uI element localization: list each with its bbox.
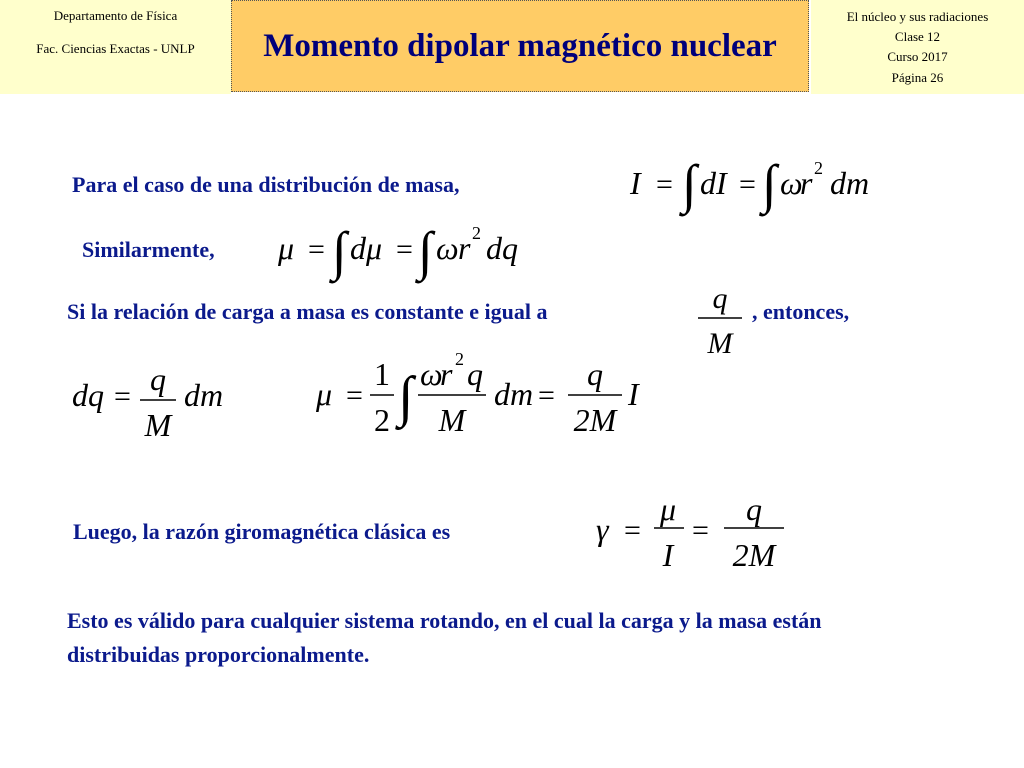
eq4-equals-2: = bbox=[538, 379, 555, 412]
eq5-I-denominator: I bbox=[662, 537, 674, 573]
eq1-integral-1: ∫ bbox=[682, 154, 697, 214]
eq5-q-numerator: q bbox=[746, 491, 762, 527]
eq4-2M-denominator: 2M bbox=[573, 402, 617, 438]
eq5-mu-numerator: μ bbox=[659, 491, 677, 527]
eq1-omega: ω bbox=[780, 165, 803, 201]
eq4-den-M: M bbox=[438, 402, 466, 438]
text-mass-distribution: Para el caso de una distribución de masa, bbox=[72, 172, 460, 197]
slide-title: Momento dipolar magnético nuclear bbox=[263, 27, 777, 64]
equation-dipole-moment-result bbox=[312, 345, 662, 445]
eq3-equals: = bbox=[114, 380, 131, 413]
eq4-num-r: r bbox=[440, 356, 453, 392]
page-number-label: Página 26 bbox=[891, 70, 944, 85]
eq2-omega: ω bbox=[436, 230, 459, 266]
eq2-dq: dq bbox=[486, 230, 518, 266]
eq2-r: r bbox=[458, 230, 471, 266]
eq5-gamma: γ bbox=[596, 511, 609, 547]
eq3-dm: dm bbox=[184, 377, 224, 413]
text-similarly: Similarmente, bbox=[82, 237, 215, 262]
eq2-equals-2: = bbox=[396, 233, 413, 266]
eq5-equals-1: = bbox=[624, 514, 641, 547]
ratio-denominator: M bbox=[707, 327, 733, 360]
equation-moment-of-inertia bbox=[620, 150, 890, 220]
eq5-equals-2: = bbox=[692, 514, 709, 547]
eq4-integral: ∫ bbox=[398, 366, 414, 428]
eq3-lhs: dq bbox=[72, 377, 104, 413]
equation-charge-element bbox=[70, 358, 240, 448]
text-charge-mass-ratio: Si la relación de carga a masa es constante e igual a bbox=[67, 299, 548, 324]
eq1-dm: dm bbox=[830, 165, 870, 201]
equation-dipole-moment bbox=[270, 215, 540, 285]
eq1-lhs: I bbox=[630, 165, 641, 201]
course-year-label: Curso 2017 bbox=[887, 49, 948, 64]
eq4-I: I bbox=[628, 376, 639, 412]
eq1-exponent: 2 bbox=[814, 158, 823, 178]
eq1-equals-2: = bbox=[739, 168, 756, 201]
department-label: Departamento de Física bbox=[53, 8, 178, 23]
course-topic-label: El núcleo y sus radiaciones bbox=[846, 9, 989, 24]
eq1-integral-2: ∫ bbox=[762, 154, 777, 214]
eq4-equals-1: = bbox=[346, 379, 363, 412]
class-number-label: Clase 12 bbox=[894, 29, 941, 44]
eq4-num-q: q bbox=[467, 356, 483, 392]
eq4-half-numerator: 1 bbox=[374, 356, 390, 392]
eq1-r: r bbox=[800, 165, 813, 201]
eq1-dI: dI bbox=[700, 165, 727, 201]
slide-title-box bbox=[231, 0, 809, 92]
eq1-equals-1: = bbox=[656, 168, 673, 201]
header-left-panel bbox=[0, 0, 231, 94]
eq3-denominator: M bbox=[144, 407, 172, 443]
eq5-2M-denominator: 2M bbox=[732, 537, 776, 573]
equation-ratio-q-over-m bbox=[690, 278, 750, 358]
eq2-exponent: 2 bbox=[472, 223, 481, 243]
eq4-lhs: μ bbox=[316, 376, 333, 412]
eq4-num-omega: ω bbox=[420, 356, 443, 392]
text-conclusion: Esto es válido para cualquier sistema rotando, en el cual la carga y la masa están distribuidas proporcionalmente. bbox=[67, 608, 822, 667]
eq4-dm: dm bbox=[494, 376, 534, 412]
text-then: , entonces, bbox=[752, 299, 850, 324]
eq3-numerator: q bbox=[150, 361, 166, 397]
header-right-panel bbox=[811, 0, 1024, 94]
text-gyromagnetic-ratio: Luego, la razón giromagnética clásica es bbox=[73, 519, 451, 544]
eq2-lhs: μ bbox=[278, 230, 295, 266]
eq2-integral-2: ∫ bbox=[418, 221, 433, 281]
faculty-label: Fac. Ciencias Exactas - UNLP bbox=[36, 41, 195, 56]
eq4-q-numerator: q bbox=[587, 356, 603, 392]
ratio-numerator: q bbox=[712, 282, 728, 315]
equation-gyromagnetic-ratio bbox=[592, 478, 802, 578]
eq2-integral-1: ∫ bbox=[332, 221, 347, 281]
eq2-dmu: dμ bbox=[350, 230, 383, 266]
eq4-half-denominator: 2 bbox=[374, 402, 390, 438]
eq4-num-exponent: 2 bbox=[455, 349, 464, 369]
eq2-equals-1: = bbox=[308, 233, 325, 266]
